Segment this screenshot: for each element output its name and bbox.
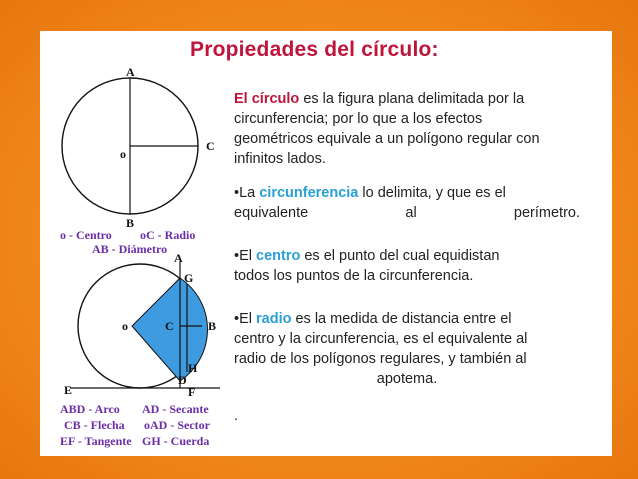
bullet-circunferencia bbox=[234, 183, 580, 223]
point-label-g: G bbox=[184, 271, 194, 285]
bullet-prefix: •La bbox=[234, 185, 260, 201]
point-label-o: o bbox=[122, 319, 128, 333]
intro-line-4: infinitos lados. bbox=[234, 151, 326, 167]
bullet-word: perímetro. bbox=[513, 205, 580, 221]
point-label-f: F bbox=[188, 385, 196, 399]
legend-flecha: CB - Flecha bbox=[64, 418, 125, 432]
bullet-radio bbox=[234, 309, 580, 389]
bullet-text: es el punto del cual equidistan bbox=[304, 248, 500, 264]
circle-diagram-1 bbox=[60, 68, 230, 243]
point-label-d: D bbox=[178, 373, 187, 387]
circle-diagram-2 bbox=[60, 254, 230, 399]
legend-secante: AD - Secante bbox=[142, 402, 209, 416]
intro-line-3: geométricos equivale a un polígono regular con bbox=[234, 131, 540, 147]
bullet-text: todos los puntos de la circunferencia. bbox=[234, 268, 474, 284]
point-label-a: A bbox=[174, 254, 183, 265]
point-label-c: C bbox=[165, 319, 174, 333]
bullet-text: centro y la circunferencia, es el equivalente al bbox=[234, 331, 528, 347]
bullet-text: apotema. bbox=[376, 371, 438, 387]
point-label-a: A bbox=[126, 68, 135, 79]
bullet-text: lo delimita, y que es el bbox=[362, 185, 506, 201]
keyword-centro: centro bbox=[256, 248, 301, 264]
legend-arco: ABD - Arco bbox=[60, 402, 120, 416]
keyword-circunferencia: circunferencia bbox=[259, 185, 359, 201]
slide-title: Propiedades del círculo: bbox=[190, 38, 439, 61]
legend-sector: oAD - Sector bbox=[144, 418, 210, 432]
intro-paragraph bbox=[234, 89, 608, 169]
legend-tangente: EF - Tangente bbox=[60, 434, 132, 448]
keyword-radio: radio bbox=[256, 311, 292, 327]
point-label-b: B bbox=[126, 216, 135, 230]
point-label-h: H bbox=[188, 361, 198, 375]
trailing-dot: . bbox=[234, 408, 239, 424]
legend-cuerda: GH - Cuerda bbox=[142, 434, 210, 448]
legend-radio: oC - Radio bbox=[140, 228, 196, 242]
bullet-word: al bbox=[405, 205, 417, 221]
bullet-word: equivalente bbox=[234, 205, 309, 221]
bullet-prefix: •El bbox=[234, 311, 256, 327]
bullet-text: radio de los polígonos regulares, y también al bbox=[234, 351, 527, 367]
keyword-circulo: El círculo bbox=[234, 91, 300, 107]
point-label-o: o bbox=[120, 147, 126, 161]
bullet-text: es la medida de distancia entre el bbox=[295, 311, 512, 327]
point-label-c: C bbox=[206, 139, 215, 153]
bullet-prefix: •El bbox=[234, 248, 256, 264]
legend-centro: o - Centro bbox=[60, 228, 112, 242]
legend-diametro: AB - Diámetro bbox=[92, 242, 168, 256]
intro-line-1: es la figura plana delimitada por la bbox=[303, 91, 525, 107]
bullet-centro bbox=[234, 246, 580, 286]
intro-line-2: circunferencia; por lo que a los efectos bbox=[234, 111, 483, 127]
point-label-e: E bbox=[64, 383, 73, 397]
point-label-b: B bbox=[208, 319, 217, 333]
